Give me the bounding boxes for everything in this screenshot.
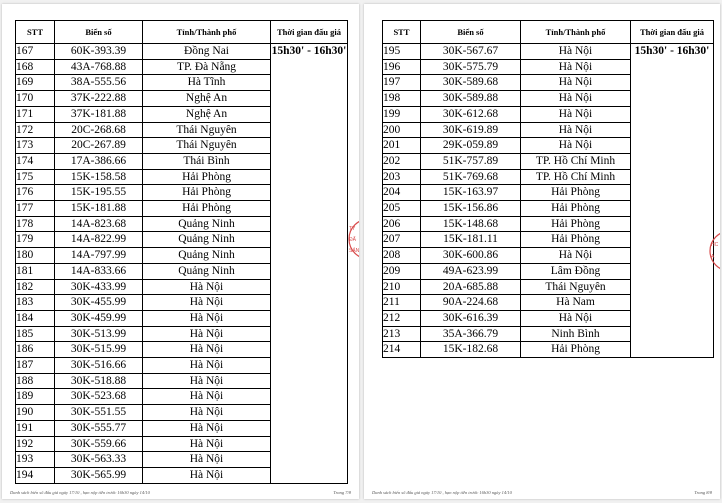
header-plate: Biển số: [55, 21, 143, 44]
header-province: Tỉnh/Thành phố: [143, 21, 271, 44]
row-plate-number: 30K-433.99: [55, 279, 143, 295]
row-province: Hà Nội: [521, 91, 631, 107]
row-province: Hải Phòng: [143, 185, 271, 201]
row-province: Hà Nội: [143, 295, 271, 311]
row-stt: 185: [16, 326, 55, 342]
row-province: Hà Nội: [143, 452, 271, 468]
row-stt: 168: [16, 59, 55, 75]
row-stt: 186: [16, 342, 55, 358]
row-plate-number: 30K-589.68: [421, 75, 521, 91]
row-stt: 206: [383, 216, 421, 232]
row-plate-number: 17A-386.66: [55, 153, 143, 169]
row-province: Hà Nội: [143, 420, 271, 436]
row-stt: 176: [16, 185, 55, 201]
row-province: Nghệ An: [143, 91, 271, 107]
auction-time-cell: 15h30' - 16h30': [631, 44, 714, 358]
row-province: Hà Nội: [143, 342, 271, 358]
row-stt: 170: [16, 91, 55, 107]
row-plate-number: 30K-551.55: [55, 405, 143, 421]
row-plate-number: 20C-267.89: [55, 138, 143, 154]
row-stt: 169: [16, 75, 55, 91]
row-plate-number: 30K-555.77: [55, 420, 143, 436]
row-plate-number: 37K-222.88: [55, 91, 143, 107]
row-stt: 190: [16, 405, 55, 421]
row-plate-number: 30K-616.39: [421, 310, 521, 326]
row-plate-number: 30K-518.88: [55, 373, 143, 389]
row-province: TP. Hồ Chí Minh: [521, 153, 631, 169]
row-plate-number: 30K-612.68: [421, 106, 521, 122]
row-stt: 189: [16, 389, 55, 405]
row-province: Hải Phòng: [521, 185, 631, 201]
row-plate-number: 15K-163.97: [421, 185, 521, 201]
row-plate-number: 30K-459.99: [55, 310, 143, 326]
row-province: Hà Nội: [143, 389, 271, 405]
footer-note: Danh sách biển số đấu giá ngày 17/10 , hạn nộp tiền trước 16h30 ngày 14/10: [372, 490, 512, 495]
row-province: Quảng Ninh: [143, 232, 271, 248]
row-stt: 174: [16, 153, 55, 169]
row-stt: 178: [16, 216, 55, 232]
row-province: Lâm Đồng: [521, 263, 631, 279]
row-stt: 213: [383, 326, 421, 342]
row-stt: 207: [383, 232, 421, 248]
row-plate-number: 30K-600.86: [421, 248, 521, 264]
row-stt: 187: [16, 358, 55, 374]
row-stt: 197: [383, 75, 421, 91]
row-stt: 173: [16, 138, 55, 154]
row-province: Quảng Ninh: [143, 216, 271, 232]
row-province: Thái Nguyên: [521, 279, 631, 295]
row-province: Quảng Ninh: [143, 248, 271, 264]
row-plate-number: 15K-181.88: [55, 201, 143, 217]
row-province: Thái Bình: [143, 153, 271, 169]
row-plate-number: 30K-619.89: [421, 122, 521, 138]
table-header-row: [16, 21, 348, 44]
row-stt: 211: [383, 295, 421, 311]
row-province: Quảng Ninh: [143, 263, 271, 279]
row-stt: 203: [383, 169, 421, 185]
page-number: Trang 8/8: [694, 490, 712, 495]
row-plate-number: 30K-455.99: [55, 295, 143, 311]
row-plate-number: 14A-797.99: [55, 248, 143, 264]
red-stamp-edge: [347, 216, 359, 262]
row-plate-number: 30K-559.66: [55, 436, 143, 452]
row-stt: 181: [16, 263, 55, 279]
row-province: Hà Nội: [521, 106, 631, 122]
header-province: Tỉnh/Thành phố: [521, 21, 631, 44]
table-header-row: [383, 21, 714, 44]
row-province: Hải Phòng: [521, 342, 631, 358]
row-stt: 208: [383, 248, 421, 264]
document-page-right: [364, 4, 720, 499]
row-province: Hà Nội: [143, 467, 271, 483]
svg-text:TY: TY: [349, 226, 356, 232]
row-plate-number: 30K-565.99: [55, 467, 143, 483]
auction-plate-table: [15, 20, 348, 484]
row-plate-number: 14A-833.66: [55, 263, 143, 279]
row-province: Thái Nguyên: [143, 122, 271, 138]
row-plate-number: 30K-513.99: [55, 326, 143, 342]
svg-text:A: A: [711, 254, 715, 260]
row-plate-number: 30K-567.67: [421, 44, 521, 60]
row-stt: 200: [383, 122, 421, 138]
row-plate-number: 30K-516.66: [55, 358, 143, 374]
row-province: Hà Nội: [143, 358, 271, 374]
row-stt: 171: [16, 106, 55, 122]
row-plate-number: 30K-589.88: [421, 91, 521, 107]
row-plate-number: 15K-148.68: [421, 216, 521, 232]
row-stt: 182: [16, 279, 55, 295]
svg-text:HC: HC: [711, 242, 719, 248]
row-plate-number: 30K-515.99: [55, 342, 143, 358]
row-plate-number: 14A-823.68: [55, 216, 143, 232]
row-province: Hà Nội: [521, 122, 631, 138]
header-plate: Biển số: [421, 21, 521, 44]
row-stt: 192: [16, 436, 55, 452]
table-row: [383, 44, 714, 60]
row-plate-number: 38A-555.56: [55, 75, 143, 91]
table-body: [383, 44, 714, 358]
row-province: Hà Nội: [521, 248, 631, 264]
row-stt: 175: [16, 169, 55, 185]
row-province: Hà Nội: [143, 405, 271, 421]
header-auction-time: Thời gian đấu giá: [271, 21, 348, 44]
auction-plate-table: [382, 20, 714, 358]
row-plate-number: 15K-182.68: [421, 342, 521, 358]
red-stamp-edge: [708, 228, 720, 274]
header-auction-time: Thời gian đấu giá: [631, 21, 714, 44]
table-body: [16, 44, 348, 484]
page-number: Trang 7/8: [333, 490, 351, 495]
svg-text:SẢN: SẢN: [349, 248, 359, 254]
row-province: Hà Nội: [521, 310, 631, 326]
row-stt: 191: [16, 420, 55, 436]
row-plate-number: 30K-575.79: [421, 59, 521, 75]
row-province: Nghệ An: [143, 106, 271, 122]
row-plate-number: 15K-195.55: [55, 185, 143, 201]
row-plate-number: 37K-181.88: [55, 106, 143, 122]
row-plate-number: 29K-059.89: [421, 138, 521, 154]
row-province: Hải Phòng: [521, 232, 631, 248]
row-stt: 199: [383, 106, 421, 122]
row-province: Hà Nội: [143, 326, 271, 342]
header-stt: STT: [16, 21, 55, 44]
row-stt: 212: [383, 310, 421, 326]
row-stt: 204: [383, 185, 421, 201]
svg-text:ĐẤ: ĐẤ: [349, 237, 356, 243]
row-province: Hải Phòng: [143, 201, 271, 217]
row-stt: 167: [16, 44, 55, 60]
document-page-left: [2, 4, 359, 499]
row-province: Đồng Nai: [143, 44, 271, 60]
row-stt: 179: [16, 232, 55, 248]
row-province: Hải Phòng: [521, 201, 631, 217]
row-plate-number: 20A-685.88: [421, 279, 521, 295]
row-stt: 198: [383, 91, 421, 107]
row-province: TP. Đà Nẵng: [143, 59, 271, 75]
row-stt: 196: [383, 59, 421, 75]
row-stt: 172: [16, 122, 55, 138]
row-plate-number: 51K-757.89: [421, 153, 521, 169]
row-stt: 193: [16, 452, 55, 468]
row-province: Hải Phòng: [143, 169, 271, 185]
row-province: Hà Nội: [521, 75, 631, 91]
row-plate-number: 30K-523.68: [55, 389, 143, 405]
row-stt: 201: [383, 138, 421, 154]
row-plate-number: 20C-268.68: [55, 122, 143, 138]
row-plate-number: 15K-181.11: [421, 232, 521, 248]
row-plate-number: 15K-158.58: [55, 169, 143, 185]
row-stt: 210: [383, 279, 421, 295]
row-province: Hà Nội: [143, 373, 271, 389]
row-province: TP. Hồ Chí Minh: [521, 169, 631, 185]
row-province: Hà Tĩnh: [143, 75, 271, 91]
row-plate-number: 43A-768.88: [55, 59, 143, 75]
row-stt: 202: [383, 153, 421, 169]
row-province: Hà Nội: [143, 279, 271, 295]
row-plate-number: 49A-623.99: [421, 263, 521, 279]
row-stt: 214: [383, 342, 421, 358]
row-province: Hà Nội: [143, 436, 271, 452]
row-province: Hà Nam: [521, 295, 631, 311]
row-stt: 177: [16, 201, 55, 217]
row-plate-number: 35A-366.79: [421, 326, 521, 342]
row-plate-number: 60K-393.39: [55, 44, 143, 60]
row-province: Ninh Bình: [521, 326, 631, 342]
row-stt: 184: [16, 310, 55, 326]
row-stt: 209: [383, 263, 421, 279]
row-stt: 180: [16, 248, 55, 264]
row-province: Thái Nguyên: [143, 138, 271, 154]
footer-note: Danh sách biển số đấu giá ngày 17/10 , hạn nộp tiền trước 16h30 ngày 14/10: [10, 490, 150, 495]
row-plate-number: 14A-822.99: [55, 232, 143, 248]
row-province: Hà Nội: [521, 138, 631, 154]
header-stt: STT: [383, 21, 421, 44]
row-plate-number: 90A-224.68: [421, 295, 521, 311]
table-row: [16, 44, 348, 60]
row-stt: 194: [16, 467, 55, 483]
row-province: Hà Nội: [521, 59, 631, 75]
row-stt: 205: [383, 201, 421, 217]
row-stt: 195: [383, 44, 421, 60]
row-plate-number: 51K-769.68: [421, 169, 521, 185]
row-plate-number: 15K-156.86: [421, 201, 521, 217]
row-province: Hải Phòng: [521, 216, 631, 232]
row-stt: 183: [16, 295, 55, 311]
row-province: Hà Nội: [521, 44, 631, 60]
row-plate-number: 30K-563.33: [55, 452, 143, 468]
row-stt: 188: [16, 373, 55, 389]
auction-time-cell: 15h30' - 16h30': [271, 44, 348, 484]
row-province: Hà Nội: [143, 310, 271, 326]
